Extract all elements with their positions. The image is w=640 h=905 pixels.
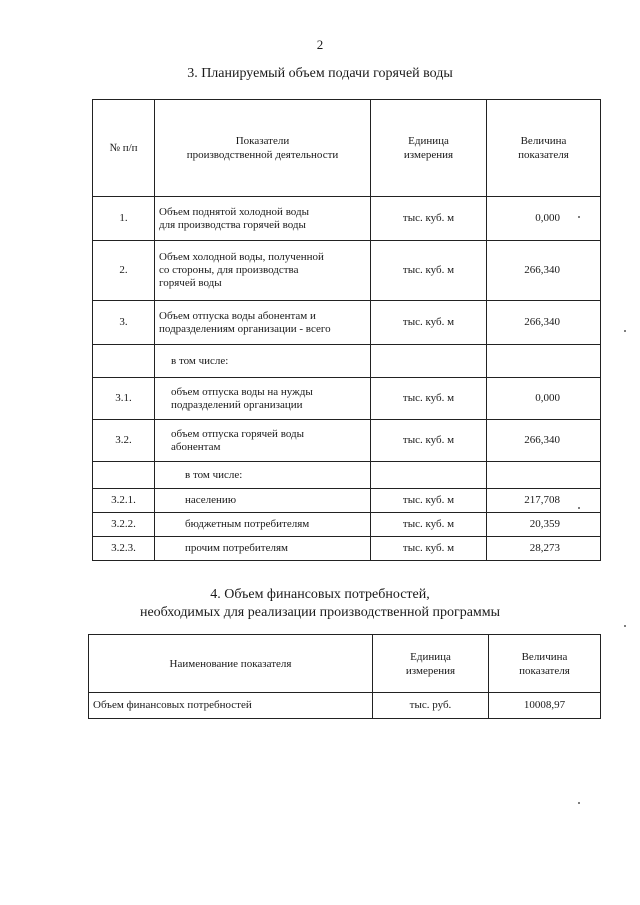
table-header-row	[93, 100, 601, 197]
row-number: 1.	[93, 197, 155, 241]
row-number: 3.2.2.	[93, 513, 155, 537]
row-unit	[371, 462, 487, 489]
row-indicator: бюджетным потребителям	[155, 513, 371, 537]
row-number: 3.2.	[93, 420, 155, 462]
financial-needs-table	[88, 634, 601, 719]
row-value: 266,340	[487, 301, 601, 345]
row-indicator-line: со стороны, для производства	[159, 264, 299, 276]
row-indicator-line: абонентам	[171, 440, 221, 453]
header-value	[489, 635, 601, 693]
row-number: 3.2.3.	[93, 537, 155, 561]
scan-speck	[624, 625, 626, 627]
row-indicator-line: объем отпуска горячей воды	[171, 427, 304, 440]
row-unit: тыс. куб. м	[371, 513, 487, 537]
scan-speck	[578, 216, 580, 218]
header-unit-line2: измерения	[405, 664, 456, 677]
row-value: 0,000	[487, 197, 601, 241]
section-3-title: 3. Планируемый объем подачи горячей воды	[187, 66, 453, 81]
row-value	[487, 462, 601, 489]
row-unit: тыс. куб. м	[371, 537, 487, 561]
header-value	[487, 100, 601, 197]
row-value: 28,273	[487, 537, 601, 561]
row-indicator	[155, 301, 371, 345]
page-number: 2	[316, 37, 324, 52]
row-indicator: в том числе:	[155, 345, 371, 378]
row-unit: тыс. куб. м	[371, 301, 487, 345]
row-indicator: населению	[155, 489, 371, 513]
header-value-line1: Величина	[521, 650, 568, 663]
row-number: 3.1.	[93, 378, 155, 420]
table-row	[93, 489, 601, 513]
header-number: № п/п	[93, 100, 155, 197]
section-4-title-line2: необходимых для реализации производственной программы	[139, 605, 501, 620]
section-4-title	[0, 586, 640, 622]
row-indicator-line: для производства горячей воды	[159, 218, 306, 231]
row-value: 217,708	[487, 489, 601, 513]
header-unit	[373, 635, 489, 693]
header-unit-line1: Единица	[408, 135, 449, 147]
row-unit	[371, 345, 487, 378]
row-indicator	[155, 241, 371, 301]
row-indicator	[155, 378, 371, 420]
table-row	[93, 537, 601, 561]
table-row	[93, 241, 601, 301]
row-value	[487, 345, 601, 378]
row-value: 20,359	[487, 513, 601, 537]
row-indicator: прочим потребителям	[155, 537, 371, 561]
row-number	[93, 345, 155, 378]
row-indicator-line: Объем поднятой холодной воды	[159, 205, 309, 218]
header-unit-line1: Единица	[410, 650, 451, 663]
row-indicator-line: Объем отпуска воды абонентам и	[159, 309, 316, 322]
section-4-title-line1: 4. Объем финансовых потребностей,	[210, 587, 430, 602]
row-indicator-line: подразделениям организации - всего	[159, 322, 331, 335]
row-number: 2.	[93, 241, 155, 301]
hot-water-supply-table	[92, 99, 601, 561]
row-indicator: в том числе:	[155, 462, 371, 489]
table-row	[93, 420, 601, 462]
row-unit: тыс. куб. м	[371, 378, 487, 420]
header-value-line2: показателя	[518, 149, 569, 161]
row-unit: тыс. куб. м	[371, 197, 487, 241]
row-value: 266,340	[487, 241, 601, 301]
header-unit	[371, 100, 487, 197]
row-indicator-line: Объем холодной воды, полученной	[159, 251, 324, 263]
header-indicator-name: Наименование показателя	[89, 635, 373, 693]
row-indicator-line: объем отпуска воды на нужды	[171, 385, 313, 398]
header-value-line2: показателя	[519, 664, 570, 677]
row-unit: тыс. куб. м	[371, 241, 487, 301]
header-indicator-line2: производственной деятельности	[186, 149, 339, 161]
row-indicator	[155, 420, 371, 462]
scan-speck	[578, 802, 580, 804]
row-value: 10008,97	[489, 693, 601, 719]
row-indicator	[155, 197, 371, 241]
table-row	[89, 693, 601, 719]
header-value-line1: Величина	[520, 135, 567, 147]
row-number: 3.	[93, 301, 155, 345]
row-value: 0,000	[487, 378, 601, 420]
header-unit-line2: измерения	[403, 149, 454, 161]
row-unit: тыс. куб. м	[371, 489, 487, 513]
table-row	[93, 301, 601, 345]
row-indicator-line: подразделений организации	[171, 398, 303, 411]
row-number	[93, 462, 155, 489]
row-unit: тыс. куб. м	[371, 420, 487, 462]
header-indicator	[155, 100, 371, 197]
header-indicator-line1: Показатели	[235, 135, 290, 147]
row-unit: тыс. руб.	[373, 693, 489, 719]
table-row	[93, 513, 601, 537]
scan-speck	[624, 330, 626, 332]
row-indicator-line: горячей воды	[159, 277, 222, 289]
table-row	[93, 462, 601, 489]
table-row	[93, 197, 601, 241]
row-number: 3.2.1.	[93, 489, 155, 513]
scan-speck	[578, 507, 580, 509]
table-row	[93, 378, 601, 420]
row-indicator: Объем финансовых потребностей	[89, 693, 373, 719]
table-header-row	[89, 635, 601, 693]
row-value: 266,340	[487, 420, 601, 462]
table-row	[93, 345, 601, 378]
